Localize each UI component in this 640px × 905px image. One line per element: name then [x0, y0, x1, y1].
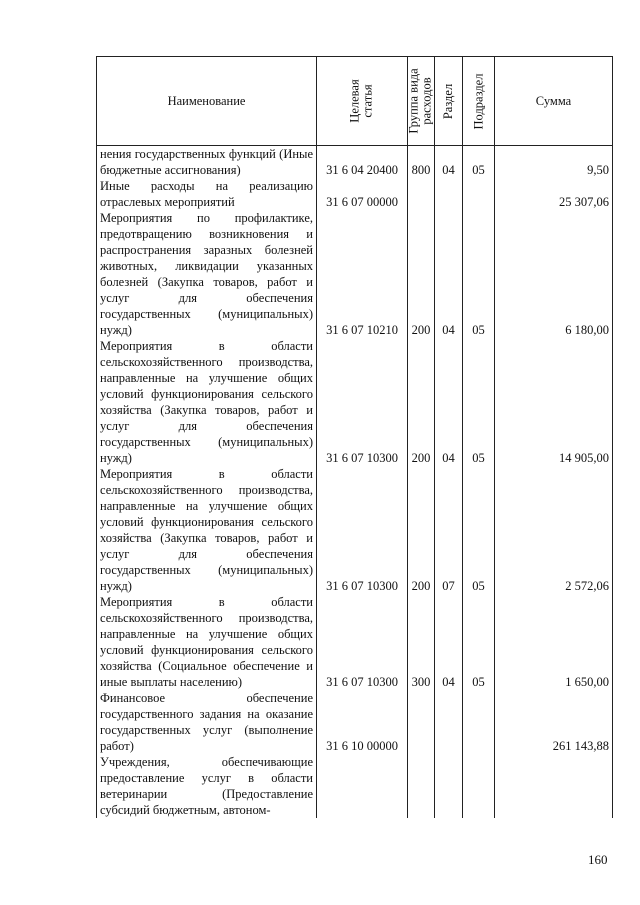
row-group: 800: [408, 146, 435, 179]
row-section: 04: [435, 594, 463, 690]
row-sum: 2 572,06: [495, 466, 613, 594]
row-name: Учреждения, обеспечивающие предоставление услуг в области ветеринарии (Предоставление субсидий бюджетным, автоном-: [97, 754, 317, 818]
row-section: 04: [435, 338, 463, 466]
row-name: Мероприятия в области сельскохозяйственного производства, направленные на улучшение общих условий функционирования сельского хозяйства (Закупка товаров, работ и услуг для обеспечения государственных (муниципальных) нужд): [97, 466, 317, 594]
row-subsection: 05: [463, 338, 495, 466]
row-section: [435, 690, 463, 754]
header-name: Наименование: [97, 57, 317, 146]
row-subsection: 05: [463, 146, 495, 179]
row-subsection: [463, 754, 495, 818]
row-sum: 6 180,00: [495, 210, 613, 338]
row-article: [317, 754, 408, 818]
table-row: [97, 178, 613, 210]
row-group: 200: [408, 210, 435, 338]
row-subsection: 05: [463, 210, 495, 338]
table-row: [97, 146, 613, 179]
table-row: [97, 210, 613, 338]
row-name: Мероприятия в области сельскохозяйственного производства, направленные на улучшение общих условий функционирования сельского хозяйства (Закупка товаров, работ и услуг для обеспечения государственных (муниципальных) нужд): [97, 338, 317, 466]
row-sum: 1 650,00: [495, 594, 613, 690]
header-expense-group: Группа вида расходов: [408, 57, 435, 146]
budget-table: [96, 56, 613, 818]
page-number: 160: [588, 852, 608, 867]
header-sum: Сумма: [495, 57, 613, 146]
row-article: 31 6 07 10210: [317, 210, 408, 338]
row-group: [408, 754, 435, 818]
row-article: 31 6 04 20400: [317, 146, 408, 179]
row-section: [435, 754, 463, 818]
row-section: 04: [435, 146, 463, 179]
row-subsection: [463, 690, 495, 754]
row-sum: 14 905,00: [495, 338, 613, 466]
row-article: 31 6 07 10300: [317, 466, 408, 594]
row-name: нения государственных функций (Иные бюджетные ассигнования): [97, 146, 317, 179]
row-group: 200: [408, 466, 435, 594]
table-row: [97, 338, 613, 466]
table-row: [97, 466, 613, 594]
row-article: 31 6 07 00000: [317, 178, 408, 210]
row-sum: 9,50: [495, 146, 613, 179]
row-section: [435, 178, 463, 210]
row-name: Финансовое обеспечение государственного задания на оказание государственных услуг (выполнение работ): [97, 690, 317, 754]
row-name: Иные расходы на реализацию отраслевых мероприятий: [97, 178, 317, 210]
table-row: [97, 690, 613, 754]
row-group: 300: [408, 594, 435, 690]
table-body: [97, 146, 613, 819]
row-subsection: 05: [463, 594, 495, 690]
row-section: 07: [435, 466, 463, 594]
row-name: Мероприятия в области сельскохозяйственного производства, направленные на улучшение общих условий функционирования сельского хозяйства (Социальное обеспечение и иные выплаты населению): [97, 594, 317, 690]
row-subsection: 05: [463, 466, 495, 594]
table-row: [97, 754, 613, 818]
row-group: 200: [408, 338, 435, 466]
table-row: [97, 594, 613, 690]
table-header-row: [97, 57, 613, 146]
row-sum: 261 143,88: [495, 690, 613, 754]
row-name: Мероприятия по профилактике, предотвращению возникновения и распространения заразных болезней животных, ликвидации указанных болезней (Закупка товаров, работ и услуг для обеспечения государственных (муниципальных) нужд): [97, 210, 317, 338]
row-group: [408, 690, 435, 754]
row-sum: 25 307,06: [495, 178, 613, 210]
header-subsection: Подраздел: [463, 57, 495, 146]
row-article: 31 6 07 10300: [317, 338, 408, 466]
row-subsection: [463, 178, 495, 210]
row-article: 31 6 10 00000: [317, 690, 408, 754]
header-section: Раздел: [435, 57, 463, 146]
row-group: [408, 178, 435, 210]
row-section: 04: [435, 210, 463, 338]
row-sum: [495, 754, 613, 818]
row-article: 31 6 07 10300: [317, 594, 408, 690]
header-article: Целевая статья: [317, 57, 408, 146]
